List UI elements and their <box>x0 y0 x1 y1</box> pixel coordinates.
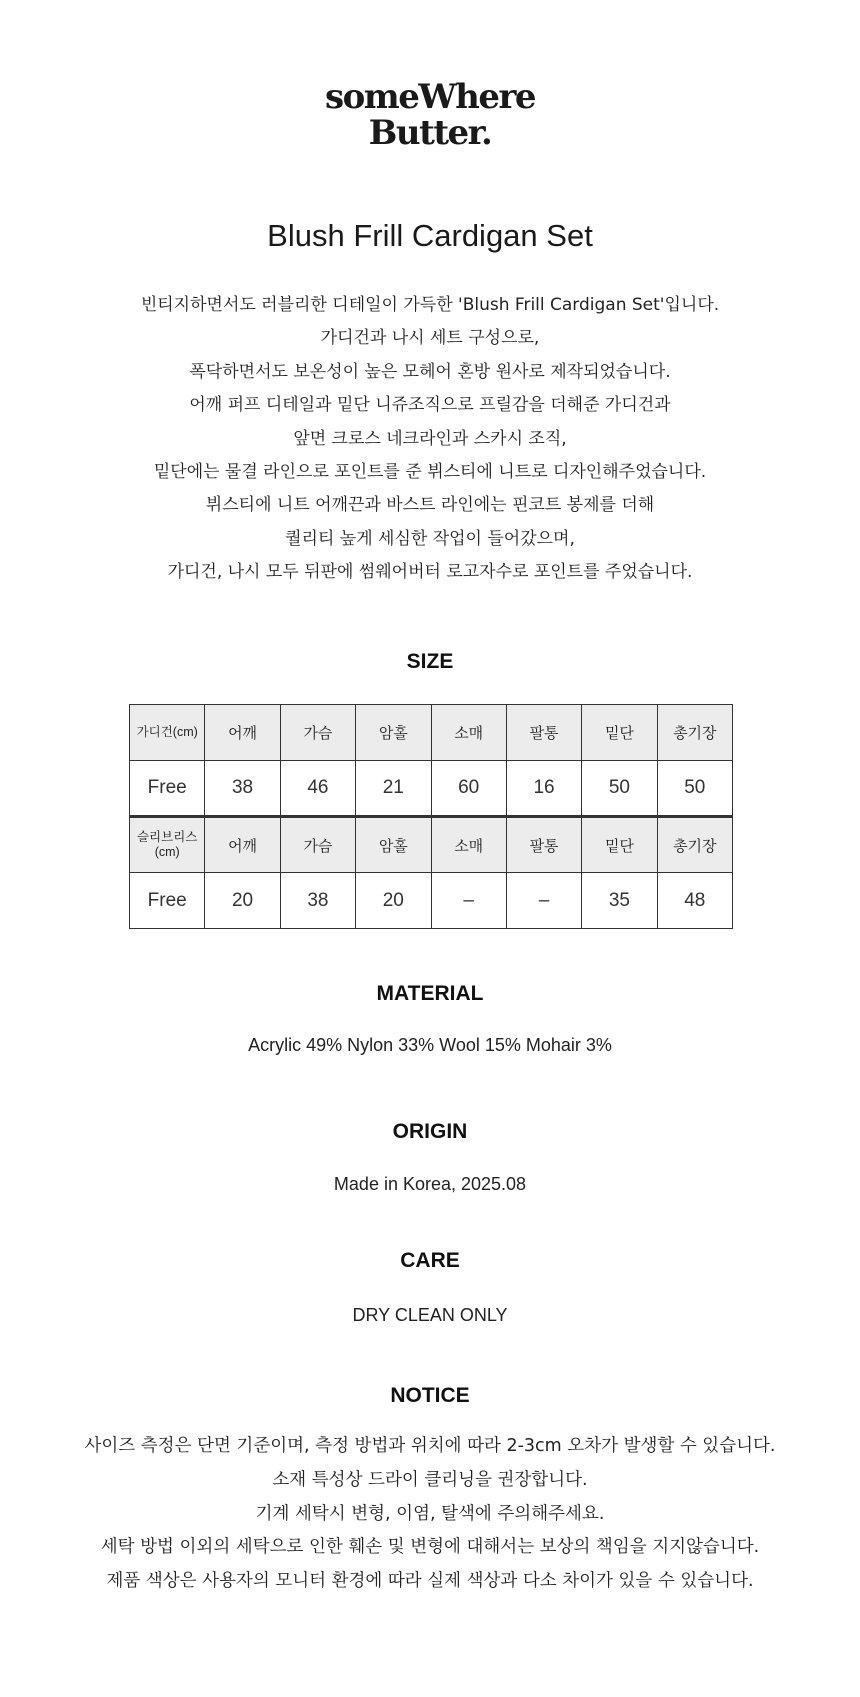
notice-list <box>0 1430 860 1599</box>
sleeveless-label: 슬리브리스 <box>136 830 198 844</box>
logo-line-1: someWhere <box>324 77 535 117</box>
table-cell: 21 <box>356 761 431 817</box>
description-line: 밑단에는 물결 라인으로 포인트를 준 뷔스티에 니트로 디자인해주었습니다. <box>153 461 707 482</box>
product-description <box>0 289 860 590</box>
table-header-cell: 총기장 <box>657 705 732 761</box>
table-cell: – <box>506 873 581 929</box>
material-text: Acrylic 49% Nylon 33% Wool 15% Mohair 3% <box>248 1035 612 1055</box>
notice-line: 사이즈 측정은 단면 기준이며, 측정 방법과 위치에 따라 2-3cm 오차가 발생할 수 있습니다. <box>84 1436 776 1456</box>
table-header-cell: 총기장 <box>657 817 732 873</box>
table-cell: Free <box>130 873 205 929</box>
notice-heading: NOTICE <box>390 1384 470 1407</box>
cardigan-header-row <box>130 705 733 761</box>
notice-line: 소재 특성상 드라이 클리닝을 권장합니다. <box>272 1469 588 1490</box>
logo-line-2: Butter. <box>368 113 492 153</box>
table-cell: 46 <box>280 761 355 817</box>
table-cell: 38 <box>280 873 355 929</box>
table-header-cell: 암홀 <box>356 817 431 873</box>
description-line: 퀄리티 높게 세심한 작업이 들어갔으며, <box>285 528 575 549</box>
notice-line: 세탁 방법 이외의 세탁으로 인한 훼손 및 변형에 대해서는 보상의 책임을 지지않습니다. <box>100 1537 760 1558</box>
table-header-cell: 어깨 <box>205 817 280 873</box>
table-cell: – <box>431 873 506 929</box>
table-cell: 20 <box>205 873 280 929</box>
table-header-cell: 밑단 <box>582 705 657 761</box>
table-header-cell: 가슴 <box>280 705 355 761</box>
sleeveless-unit: (cm) <box>154 845 180 859</box>
table-header-cell: 가슴 <box>280 817 355 873</box>
notice-line: 제품 색상은 사용자의 모니터 환경에 따라 실제 색상과 다소 차이가 있을 수 있습니다. <box>106 1571 754 1592</box>
care-text: DRY CLEAN ONLY <box>352 1305 508 1325</box>
table-cell: 50 <box>657 761 732 817</box>
origin-heading: ORIGIN <box>392 1120 468 1143</box>
description-line: 빈티지하면서도 러블리한 디테일이 가득한 'Blush Frill Cardigan Set'입니다. <box>140 295 720 315</box>
table-cell: 60 <box>431 761 506 817</box>
table-cell: 16 <box>506 761 581 817</box>
care-heading: CARE <box>400 1249 460 1272</box>
table-cell: 20 <box>356 873 431 929</box>
size-heading: SIZE <box>406 650 454 673</box>
table-header-cell <box>130 817 205 873</box>
description-line: 폭닥하면서도 보온성이 높은 모헤어 혼방 원사로 제작되었습니다. <box>189 361 671 382</box>
table-header-cell: 암홀 <box>356 705 431 761</box>
table-header-cell: 밑단 <box>582 817 657 873</box>
notice-line: 기계 세탁시 변형, 이염, 탈색에 주의해주세요. <box>255 1503 605 1524</box>
table-header-cell: 소매 <box>431 705 506 761</box>
description-line: 뷔스티에 니트 어깨끈과 바스트 라인에는 핀코트 봉제를 더해 <box>205 495 655 516</box>
table-cell: 50 <box>582 761 657 817</box>
table-cell: 35 <box>582 873 657 929</box>
size-table <box>129 704 733 929</box>
table-cell: 48 <box>657 873 732 929</box>
product-title: Blush Frill Cardigan Set <box>267 218 593 253</box>
table-header-cell: 어깨 <box>205 705 280 761</box>
description-line: 가디건과 나시 세트 구성으로, <box>320 328 540 349</box>
description-line: 가디건, 나시 모두 뒤판에 썸웨어버터 로고자수로 포인트를 주었습니다. <box>167 562 693 583</box>
brand-logo <box>0 78 860 152</box>
table-cell: Free <box>130 761 205 817</box>
table-cell: 38 <box>205 761 280 817</box>
cardigan-value-row <box>130 761 733 817</box>
table-header-cell: 소매 <box>431 817 506 873</box>
table-header-cell: 팔통 <box>506 817 581 873</box>
sleeveless-header-row <box>130 817 733 873</box>
table-header-cell: 가디건(cm) <box>130 705 205 761</box>
material-heading: MATERIAL <box>376 982 484 1005</box>
description-line: 어깨 퍼프 디테일과 밑단 니쥬조직으로 프릴감을 더해준 가디건과 <box>189 395 671 416</box>
description-line: 앞면 크로스 네크라인과 스카시 조직, <box>293 428 567 449</box>
table-header-cell: 팔통 <box>506 705 581 761</box>
origin-text: Made in Korea, 2025.08 <box>333 1174 527 1194</box>
sleeveless-value-row <box>130 873 733 929</box>
